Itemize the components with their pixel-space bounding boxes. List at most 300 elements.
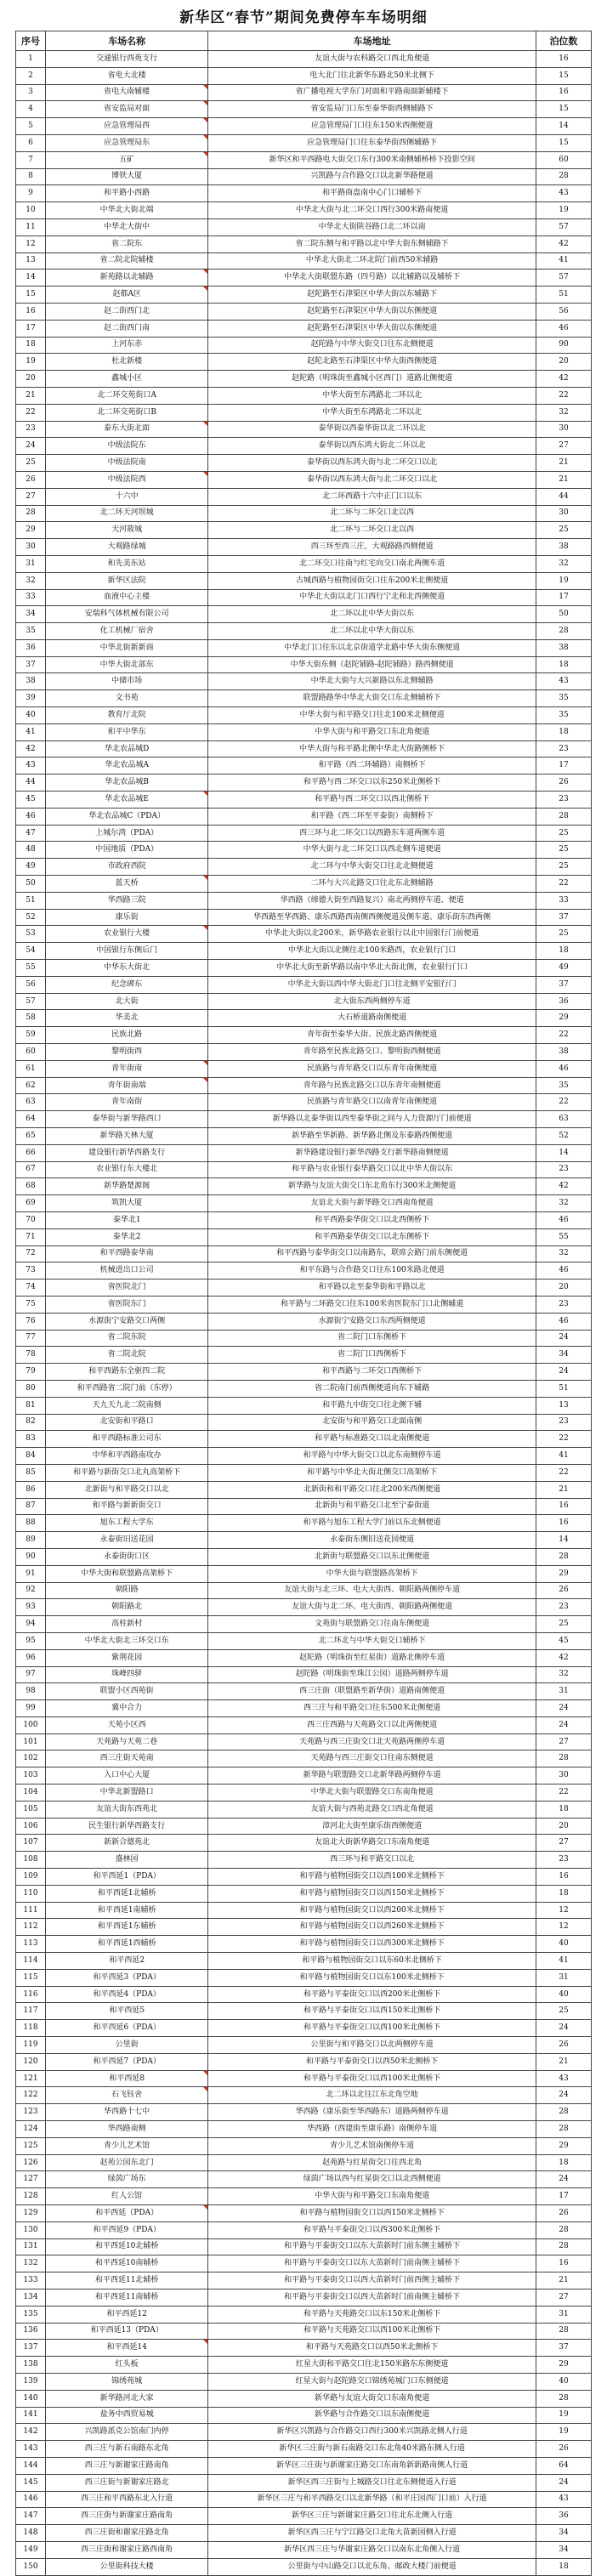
row-count: 19 [536, 2424, 591, 2441]
header-no: 序号 [16, 31, 46, 51]
table-row [16, 1279, 592, 1297]
row-no: 109 [16, 1869, 46, 1886]
row-count: 22 [536, 1027, 591, 1044]
row-count: 26 [536, 2205, 591, 2222]
row-address: 北新街和和平路交口往北200米西侧便道 [208, 1481, 536, 1498]
row-no: 3 [16, 84, 46, 101]
row-no: 13 [16, 252, 46, 270]
row-no: 38 [16, 673, 46, 690]
row-count: 37 [536, 2340, 591, 2357]
row-count: 25 [536, 1616, 591, 1633]
row-address: 西三庄街（联盟路至新华街）道路南侧便道 [208, 1683, 536, 1700]
row-no: 140 [16, 2390, 46, 2407]
row-address: 省安监局门口东至泰华街西侧辅路下 [208, 101, 536, 118]
row-no: 113 [16, 1936, 46, 1953]
table-row [16, 859, 592, 876]
table-row [16, 1885, 592, 1902]
row-address: 中华北大街陕谷路口北二环以南 [208, 218, 536, 235]
row-count: 18 [536, 2558, 591, 2575]
row-no: 25 [16, 455, 46, 472]
row-name: 和平西延11南辅桥 [46, 2289, 208, 2306]
table-row [16, 825, 592, 842]
row-name: 赵二街西门北 [46, 303, 208, 320]
row-no: 69 [16, 1195, 46, 1212]
row-name: 民族北路 [46, 1027, 208, 1044]
row-no: 86 [16, 1481, 46, 1498]
table-row [16, 387, 592, 404]
row-name: 省安监局对面 [46, 101, 208, 118]
row-address: 省二院门口西侧桥下 [208, 1347, 536, 1364]
row-address: 大石桥道路南侧便道 [208, 1010, 536, 1027]
row-name: 和平西延6（PDA） [46, 2020, 208, 2037]
row-address: 新华路至华新路、新华路北侧及东泰路西侧便道 [208, 1128, 536, 1145]
parking-table [15, 31, 592, 2576]
row-count: 28 [536, 2390, 591, 2407]
row-name: 和平路与新新街交口 [46, 1498, 208, 1515]
table-row [16, 775, 592, 792]
row-no: 149 [16, 2541, 46, 2558]
row-count: 34 [536, 2541, 591, 2558]
row-address: 和平路与西二环交口以西北侧桥下 [208, 792, 536, 809]
row-name: 北二环天河坝城 [46, 505, 208, 522]
row-no: 130 [16, 2221, 46, 2238]
row-address: 公里街与和平路交口以北两侧停车道 [208, 2037, 536, 2054]
row-count: 64 [536, 2457, 591, 2474]
table-row [16, 2137, 592, 2154]
row-count: 17 [536, 757, 591, 775]
row-address: 和平路与二环路交口往东100米省医院东门口北侧辅道 [208, 1296, 536, 1313]
row-address: 北新街与和平路交口北至宁泰街道 [208, 1498, 536, 1515]
row-count: 30 [536, 505, 591, 522]
table-row [16, 1060, 592, 1077]
row-address: 中华大街东侧（赵陀铺路-赵陀铺路）路西侧便道 [208, 656, 536, 673]
row-no: 8 [16, 168, 46, 185]
row-count: 28 [536, 623, 591, 640]
row-no: 99 [16, 1700, 46, 1717]
row-no: 64 [16, 1111, 46, 1128]
row-name: 应急管理局西 [46, 118, 208, 135]
row-address: 中华北大街以北200米，新华路农业银行以北中国银行门前便道 [208, 926, 536, 943]
row-address: 西三庄西路与天苑路交口以北两侧便道 [208, 1716, 536, 1733]
row-name: 珠峰四驿 [46, 1666, 208, 1683]
row-name: 华西路三院 [46, 892, 208, 909]
row-no: 73 [16, 1262, 46, 1279]
row-address: 青年路至民族北路交口、黎明街西侧便道 [208, 1044, 536, 1061]
table-row [16, 522, 592, 539]
table-row [16, 656, 592, 673]
row-no: 26 [16, 471, 46, 488]
row-address: 和平路（西二环辅路）南侧桥下 [208, 757, 536, 775]
row-name: 水源街宁安路交口两侧 [46, 1313, 208, 1330]
table-row [16, 51, 592, 68]
row-count: 20 [536, 354, 591, 371]
row-count: 36 [536, 2508, 591, 2525]
row-count: 25 [536, 926, 591, 943]
row-name: 和平西延3（PDA） [46, 1969, 208, 1986]
table-row [16, 2407, 592, 2424]
row-no: 85 [16, 1464, 46, 1481]
row-no: 84 [16, 1448, 46, 1465]
row-name: 朝阳路北 [46, 1599, 208, 1616]
row-count: 24 [536, 1330, 591, 1347]
row-name: 华西路南侧 [46, 2121, 208, 2138]
row-count: 21 [536, 2272, 591, 2289]
row-address: 绿茵广场以西与红星街交口以北西侧便道 [208, 2171, 536, 2188]
row-address: 漳河北大街至康乐街西侧便道 [208, 1818, 536, 1835]
row-count: 22 [536, 387, 591, 404]
row-no: 45 [16, 792, 46, 809]
row-count: 35 [536, 1077, 591, 1094]
row-address: 永泰街东侧旧送花园便道 [208, 1532, 536, 1549]
table-row [16, 960, 592, 977]
row-count: 37 [536, 909, 591, 926]
table-row [16, 2171, 592, 2188]
row-name: 中级法院南 [46, 455, 208, 472]
row-no: 92 [16, 1582, 46, 1599]
row-no: 7 [16, 151, 46, 168]
row-no: 76 [16, 1313, 46, 1330]
table-row [16, 1262, 592, 1279]
row-name: 入口中心大厦 [46, 1767, 208, 1784]
row-no: 21 [16, 387, 46, 404]
table-row [16, 1144, 592, 1161]
row-no: 67 [16, 1161, 46, 1178]
row-address: 中华北大街联盟东路（四号路）以北辅路以及辅桥下 [208, 270, 536, 287]
row-name: 华美北 [46, 1010, 208, 1027]
row-no: 96 [16, 1649, 46, 1666]
row-name: 西三庄街和谢家庄路北角 [46, 2525, 208, 2542]
row-address: 和平路与天苑路交口以东150米北侧桥下 [208, 2306, 536, 2323]
row-count: 38 [536, 539, 591, 556]
table-row [16, 842, 592, 859]
row-count: 34 [536, 2525, 591, 2542]
table-row [16, 1414, 592, 1431]
row-address: 中华大街与和平路交口东北角便道 [208, 723, 536, 740]
row-no: 51 [16, 892, 46, 909]
table-row [16, 2323, 592, 2340]
row-count: 18 [536, 723, 591, 740]
row-no: 72 [16, 1245, 46, 1262]
row-no: 121 [16, 2070, 46, 2087]
row-count: 29 [536, 1010, 591, 1027]
row-count: 15 [536, 101, 591, 118]
table-row [16, 118, 592, 135]
row-no: 5 [16, 118, 46, 135]
row-no: 91 [16, 1565, 46, 1582]
row-no: 107 [16, 1835, 46, 1852]
table-row [16, 1565, 592, 1582]
row-no: 87 [16, 1498, 46, 1515]
row-name: 泰华街与新华路西口 [46, 1111, 208, 1128]
row-name: 西三庄街与新谢家庄路南角 [46, 2508, 208, 2525]
table-row [16, 287, 592, 304]
row-address: 和平路与平泰街交口以东大苗新时门前南侧主辅桥下 [208, 2255, 536, 2272]
row-no: 142 [16, 2424, 46, 2441]
table-row [16, 623, 592, 640]
row-count: 46 [536, 1211, 591, 1228]
row-count: 28 [536, 1750, 591, 1767]
row-no: 81 [16, 1397, 46, 1414]
row-no: 19 [16, 354, 46, 371]
row-no: 15 [16, 287, 46, 304]
row-address: 华西路至华西路、康乐西路西南侧西侧便道及侧车道、康乐街东西两侧 [208, 909, 536, 926]
row-address: 西三环与和平路交口以北 [208, 1852, 536, 1869]
row-no: 27 [16, 488, 46, 505]
row-no: 134 [16, 2289, 46, 2306]
row-address: 应急管理局门口往东泰华街西侧辅路下 [208, 134, 536, 151]
row-no: 137 [16, 2340, 46, 2357]
row-address: 友谊大街与西苑北路交口西北角便道 [208, 1801, 536, 1818]
row-count: 27 [536, 438, 591, 455]
table-row [16, 892, 592, 909]
row-count: 19 [536, 2407, 591, 2424]
row-no: 95 [16, 1632, 46, 1649]
table-row [16, 1498, 592, 1515]
row-address: 省广播电视大学东门对面和平路南面新辅楼下 [208, 84, 536, 101]
row-name: 华北农品城A [46, 757, 208, 775]
table-row [16, 1733, 592, 1750]
row-no: 127 [16, 2171, 46, 2188]
row-name: 泰华北2 [46, 1228, 208, 1245]
row-no: 104 [16, 1784, 46, 1801]
table-row [16, 2205, 592, 2222]
row-no: 43 [16, 757, 46, 775]
header-address: 车场地址 [208, 31, 536, 51]
row-no: 59 [16, 1027, 46, 1044]
row-address: 水源街宁安路交口东西两侧便道 [208, 1313, 536, 1330]
row-name: 新华路楚源阁 [46, 1178, 208, 1195]
table-row [16, 2003, 592, 2020]
row-name: 杜北新楼 [46, 354, 208, 371]
row-address: 新华区三庄与新谢家庄路交口往北东北侧入行道 [208, 2508, 536, 2525]
row-no: 58 [16, 1010, 46, 1027]
row-count: 46 [536, 1262, 591, 1279]
row-address: 新华路与合作路交口以东南侧便道 [208, 2407, 536, 2424]
row-address: 赵陀路（明珠街至珠江公园）道路两侧停车道 [208, 1666, 536, 1683]
row-count: 17 [536, 589, 591, 606]
table-row [16, 1211, 592, 1228]
row-count: 25 [536, 522, 591, 539]
table-row [16, 1666, 592, 1683]
row-name: 和平西延10南辅桥 [46, 2255, 208, 2272]
row-no: 139 [16, 2373, 46, 2390]
row-address: 和平路九中街交口往北侧下辅 [208, 1397, 536, 1414]
row-count: 26 [536, 775, 591, 792]
row-count: 24 [536, 1364, 591, 1381]
table-row [16, 1616, 592, 1633]
row-count: 16 [536, 84, 591, 101]
row-count: 28 [536, 2238, 591, 2255]
row-address: 和平西路与二环交口西侧桥下 [208, 1364, 536, 1381]
table-row [16, 1364, 592, 1381]
row-address: 华西路（西建街至康乐路）南侧停车道 [208, 2121, 536, 2138]
row-no: 35 [16, 623, 46, 640]
row-count: 43 [536, 2070, 591, 2087]
row-no: 97 [16, 1666, 46, 1683]
row-name: 化工机械厂宿舍 [46, 623, 208, 640]
row-no: 20 [16, 371, 46, 388]
row-address: 中华北大街以西中华大街北门口往北侧平安银行门 [208, 976, 536, 993]
row-no: 55 [16, 960, 46, 977]
row-no: 16 [16, 303, 46, 320]
row-name: 交通银行西苑支行 [46, 51, 208, 68]
table-row [16, 757, 592, 775]
row-no: 116 [16, 1986, 46, 2003]
row-count: 40 [536, 1986, 591, 2003]
row-count: 14 [536, 118, 591, 135]
row-no: 112 [16, 1919, 46, 1936]
row-address: 和平西路泰华街交口以北西侧桥下 [208, 1211, 536, 1228]
row-count: 41 [536, 252, 591, 270]
table-row [16, 1936, 592, 1953]
row-name: 纪念碑东 [46, 976, 208, 993]
row-no: 100 [16, 1716, 46, 1733]
row-count: 28 [536, 2104, 591, 2121]
row-count: 24 [536, 2020, 591, 2037]
table-row [16, 1448, 592, 1465]
row-name: 中储市场 [46, 673, 208, 690]
row-no: 2 [16, 67, 46, 84]
table-row [16, 909, 592, 926]
row-address: 北新街与联盟路交口以东北侧便道 [208, 1548, 536, 1565]
row-count: 55 [536, 1228, 591, 1245]
row-count: 36 [536, 993, 591, 1010]
table-row [16, 1161, 592, 1178]
row-count: 23 [536, 1161, 591, 1178]
row-count: 26 [536, 1582, 591, 1599]
row-address: 和平路以北至泰华街和平路以北 [208, 1279, 536, 1297]
table-row [16, 101, 592, 118]
row-no: 14 [16, 270, 46, 287]
row-address: 赵陀北路至石津渠区中华大街西侧便道 [208, 354, 536, 371]
row-no: 123 [16, 2104, 46, 2121]
row-address: 北二环北与中华大街交口辅桥下 [208, 1632, 536, 1649]
row-count: 20 [536, 1818, 591, 1835]
row-count: 22 [536, 1464, 591, 1481]
table-row [16, 2053, 592, 2070]
row-count: 17 [536, 2188, 591, 2205]
row-address: 中华大街与和平路北侧中华北大街路侧桥下 [208, 740, 536, 757]
row-name: 石飞钰舍 [46, 2087, 208, 2104]
table-row [16, 1548, 592, 1565]
row-name: 和平西延（PDA） [46, 2205, 208, 2222]
row-address: 新华区和平西路电大街交口东行300米南侧辅桥桥下投影空间 [208, 151, 536, 168]
row-no: 102 [16, 1750, 46, 1767]
row-address: 天苑路与西三庄街交口北天苑路两侧停车道 [208, 1733, 536, 1750]
row-no: 98 [16, 1683, 46, 1700]
row-count: 46 [536, 320, 591, 337]
row-address: 省二院门口东侧桥下 [208, 1330, 536, 1347]
row-address: 和平路与植物园街交口以西300米北侧桥下 [208, 1936, 536, 1953]
page-title: 新华区“春节”期间免费停车车场明细 [179, 9, 428, 26]
row-address: 赵陀路与中华大街交口往东北侧便道 [208, 337, 536, 354]
row-address: 和平路与中华大街交口以北东南侧停车道 [208, 1448, 536, 1465]
row-count: 90 [536, 337, 591, 354]
row-no: 17 [16, 320, 46, 337]
row-address: 赵陀路（明珠街至鑫城小区西门）道路北侧便道 [208, 371, 536, 388]
row-name: 华西路十七中 [46, 2104, 208, 2121]
row-count: 18 [536, 1801, 591, 1818]
row-no: 63 [16, 1094, 46, 1111]
table-row [16, 2272, 592, 2289]
row-address: 友谊北大街与新华路交口西南角便道 [208, 1195, 536, 1212]
row-count: 23 [536, 792, 591, 809]
row-no: 132 [16, 2255, 46, 2272]
row-name: 黎明街西 [46, 1044, 208, 1061]
row-address: 北大街东西两侧停车道 [208, 993, 536, 1010]
table-row [16, 2441, 592, 2458]
row-no: 111 [16, 1902, 46, 1919]
row-no: 83 [16, 1431, 46, 1448]
row-name: 中级法院西 [46, 471, 208, 488]
row-no: 47 [16, 825, 46, 842]
row-name: 西三庄和平西路东北入行道 [46, 2491, 208, 2508]
row-count: 18 [536, 943, 591, 960]
row-count: 29 [536, 2137, 591, 2154]
row-address: 青年街至泰华大街、民族北路西侧便道 [208, 1027, 536, 1044]
row-no: 68 [16, 1178, 46, 1195]
row-name: 农业银行东大楼北 [46, 1161, 208, 1178]
row-no: 61 [16, 1060, 46, 1077]
row-address: 和平路与标准路交口以北南侧便道 [208, 1431, 536, 1448]
row-name: 和平西延7（PDA） [46, 2053, 208, 2070]
row-name: 省医院东门 [46, 1296, 208, 1313]
row-name: 紫荆花园 [46, 1649, 208, 1666]
row-name: 中国银行东侧后门 [46, 943, 208, 960]
row-name: 和平西延10北辅桥 [46, 2238, 208, 2255]
table-row [16, 2104, 592, 2121]
row-no: 44 [16, 775, 46, 792]
row-name: 鑫城小区 [46, 371, 208, 388]
table-row [16, 2037, 592, 2054]
table-header [16, 31, 592, 51]
row-count: 40 [536, 1936, 591, 1953]
table-row [16, 572, 592, 589]
row-no: 110 [16, 1885, 46, 1902]
row-no: 94 [16, 1616, 46, 1633]
row-name: 华北农品城B [46, 775, 208, 792]
row-name: 中华北大街北三环交口东 [46, 1632, 208, 1649]
table-row [16, 1330, 592, 1347]
row-count: 51 [536, 1380, 591, 1397]
table-row [16, 993, 592, 1010]
row-address: 和平路（西二环至平泰街）南侧桥下 [208, 808, 536, 825]
row-no: 48 [16, 842, 46, 859]
row-name: 和平路与新街交口北丸高架桥下 [46, 1464, 208, 1481]
row-count: 46 [536, 1060, 591, 1077]
row-no: 10 [16, 202, 46, 219]
row-no: 141 [16, 2407, 46, 2424]
row-name: 公里街 [46, 2037, 208, 2054]
row-count: 35 [536, 690, 591, 707]
row-name: 高柱新村 [46, 1616, 208, 1633]
row-count: 15 [536, 134, 591, 151]
row-no: 125 [16, 2137, 46, 2154]
row-name: 中华北街新新商 [46, 639, 208, 656]
row-count: 29 [536, 2357, 591, 2374]
row-no: 119 [16, 2037, 46, 2054]
row-address: 公里街与中山路交口以北东角、邮政大楼门前便道 [208, 2558, 536, 2575]
row-name: 省二院东 [46, 235, 208, 252]
row-no: 108 [16, 1852, 46, 1869]
table-row [16, 2289, 592, 2306]
row-count: 25 [536, 825, 591, 842]
row-count: 27 [536, 1733, 591, 1750]
row-address: 和平路与植物园街交口以东60米北侧桥下 [208, 1953, 536, 1970]
table-row [16, 1296, 592, 1313]
row-no: 136 [16, 2323, 46, 2340]
table-row [16, 2525, 592, 2542]
